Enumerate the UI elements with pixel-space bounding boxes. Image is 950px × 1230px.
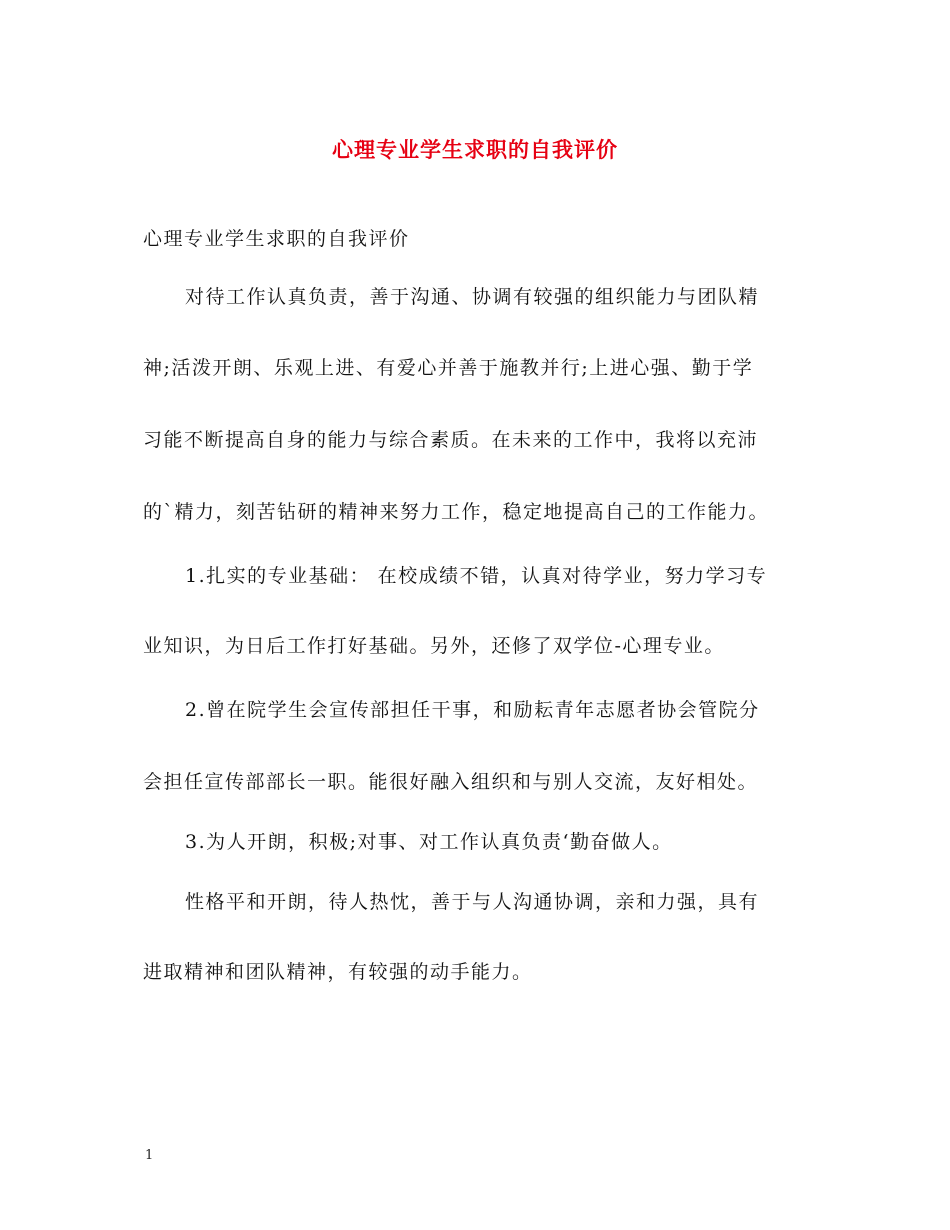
paragraph-line: 的`精力，刻苦钻研的精神来努力工作，稳定地提高自己的工作能力。 — [143, 501, 770, 523]
paragraph-line: 神;活泼开朗、乐观上进、有爱心并善于施教并行;上进心强、勤于学 — [143, 357, 754, 379]
paragraph-line: 进取精神和团队精神，有较强的动手能力。 — [143, 961, 533, 983]
document-title: 心理专业学生求职的自我评价 — [332, 137, 618, 162]
page-number: 1 — [145, 1148, 154, 1163]
paragraph-line: 2.曾在院学生会宣传部担任干事，和励耘青年志愿者协会管院分 — [185, 699, 760, 721]
paragraph-line: 对待工作认真负责，善于沟通、协调有较强的组织能力与团队精 — [185, 286, 760, 308]
paragraph-line: 会担任宣传部部长一职。能很好融入组织和与别人交流，友好相处。 — [143, 771, 759, 793]
paragraph-line: 习能不断提高自身的能力与综合素质。在未来的工作中，我将以充沛 — [143, 429, 759, 451]
paragraph-line: 3.为人开朗，积极;对事、对工作认真负责‘勤奋做人。 — [185, 831, 673, 853]
paragraph-line: 业知识，为日后工作打好基础。另外，还修了双学位-心理专业。 — [143, 635, 725, 657]
paragraph-line: 1.扎实的专业基础： 在校成绩不错，认真对待学业，努力学习专 — [185, 565, 768, 587]
paragraph-line: 性格平和开朗，待人热忱，善于与人沟通协调，亲和力强，具有 — [185, 891, 760, 913]
document-subtitle: 心理专业学生求职的自我评价 — [143, 228, 410, 250]
